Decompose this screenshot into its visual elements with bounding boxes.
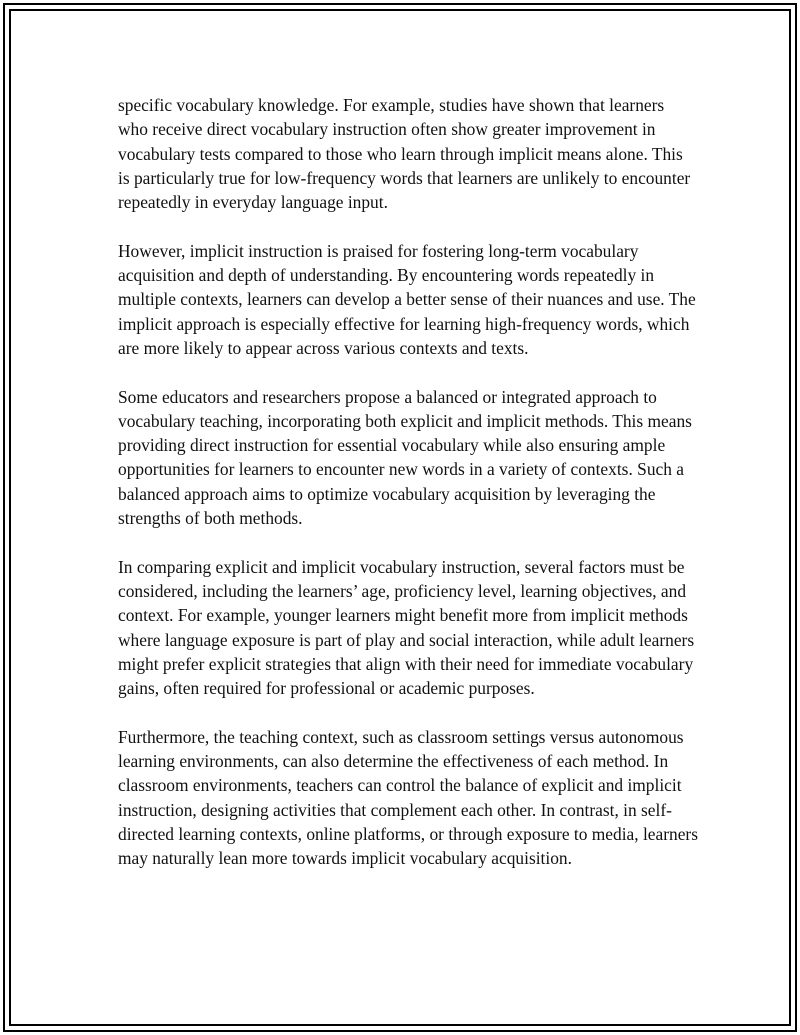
paragraph-3: Some educators and researchers propose a balanced or integrated approach to vocabulary teaching, incorporating both explicit and implicit methods. This means providing direct instruction for essential vocabulary while also ensuring ample opportunities for learners to encounter new words in a variety of contexts. Such a balanced approach aims to optimize vocabulary acquisition by leveraging the strengths of both methods.	[118, 386, 692, 529]
paragraph-1: specific vocabulary knowledge. For example, studies have shown that learners who receive direct vocabulary instruction often show greater improvement in vocabulary tests compared to those who learn through implicit means alone. This is particularly true for low-frequency words that learners are unlikely to encounter repeatedly in everyday language input.	[118, 95, 691, 213]
paragraph-2: However, implicit instruction is praised for fostering long-term vocabulary acquisition and depth of understanding. By encountering words repeatedly in multiple contexts, learners can develop a better sense of their nuances and use. The implicit approach is especially effective for learning high-frequency words, which are more likely to appear across various contexts and texts.	[118, 240, 696, 358]
paragraph-4: In comparing explicit and implicit vocabulary instruction, several factors must be considered, including the learners’ age, proficiency level, learning objectives, and context. For example, younger learners might benefit more from implicit methods where language exposure is part of play and social interaction, while adult learners might prefer explicit strategies that align with their need for immediate vocabulary gains, often required for professional or academic purposes.	[118, 556, 695, 699]
paragraph-5: Furthermore, the teaching context, such as classroom settings versus autonomous learning environments, can also determine the effectiveness of each method. In classroom environments, teachers can control the balance of explicit and implicit instruction, designing activities that complement each other. In contrast, in self-directed learning contexts, online platforms, or through exposure to media, learners may naturally lean more towards implicit vocabulary acquisition.	[118, 726, 698, 869]
document-body	[118, 93, 698, 871]
